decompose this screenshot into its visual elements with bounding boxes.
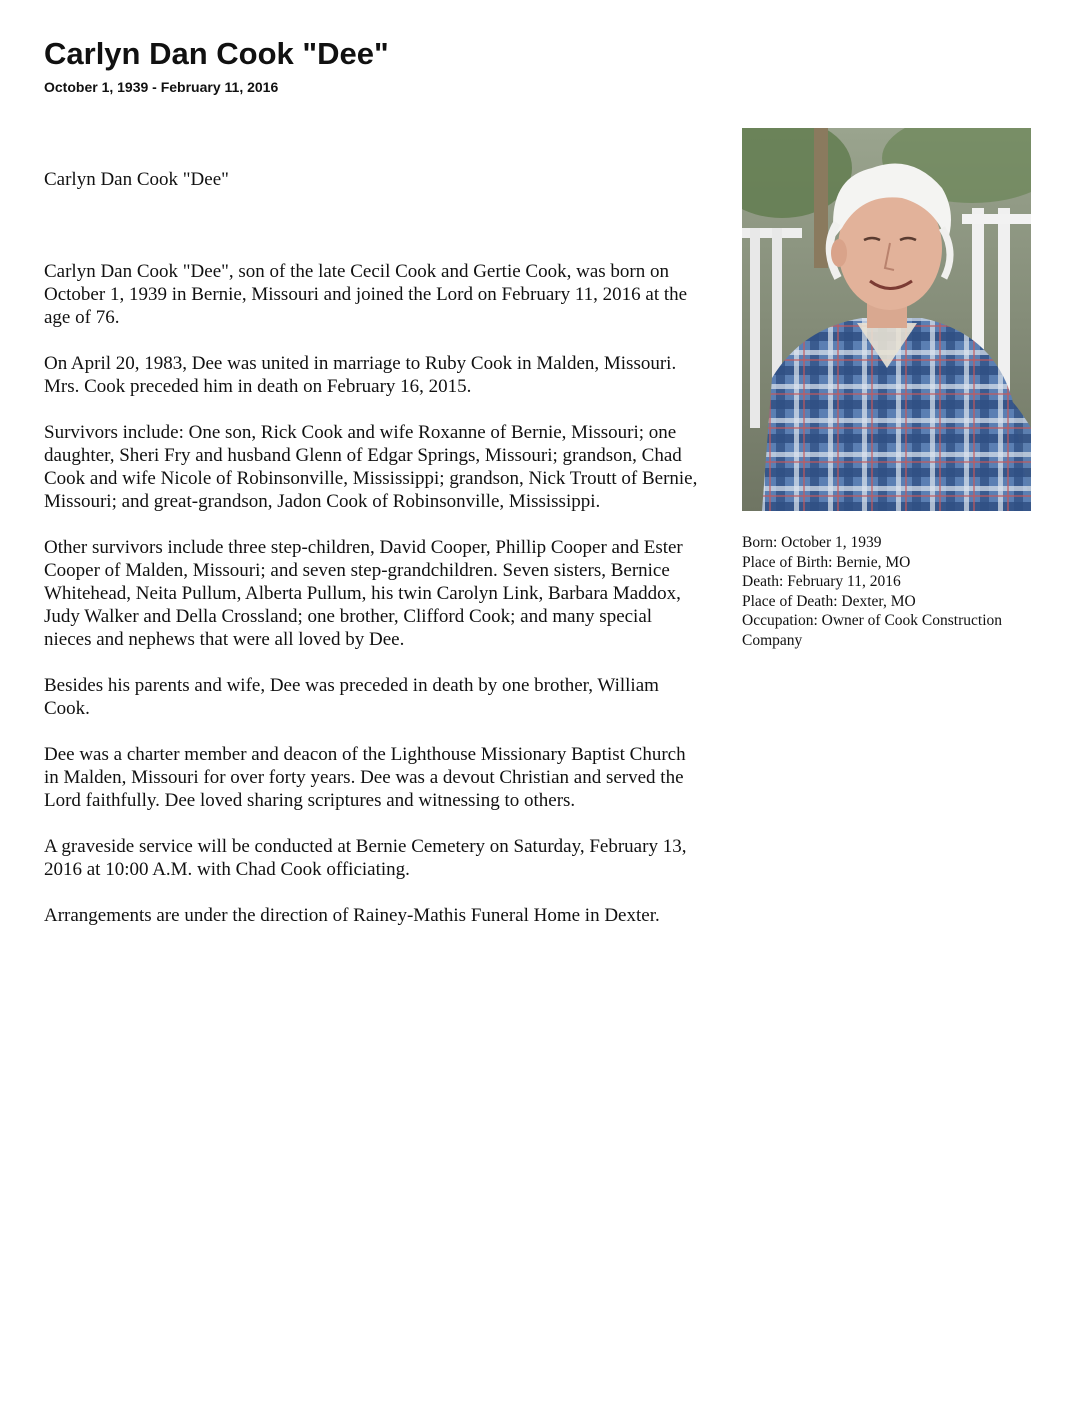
obituary-paragraph-service: A graveside service will be conducted at Bernie Cemetery on Saturday, February 13, 2016 at 10:00 A.M. with Chad Cook officiating.	[44, 836, 687, 880]
life-dates: October 1, 1939 - February 11, 2016	[44, 79, 279, 95]
obituary-body	[44, 168, 704, 950]
obituary-paragraph-other-survivors: Other survivors include three step-children, David Cooper, Phillip Cooper and Ester Cooper of Malden, Missouri; and seven step-grandchildren. Seven sisters, Bernice Whitehead, Neita Pullum, Alberta Pullum, his twin Carolyn Link, Barbara Maddox, Judy Walker and Della Crossland; one brother, Clifford Cook; and many special nieces and nephews that were all loved by Dee.	[44, 537, 683, 650]
portrait-illustration	[742, 128, 1031, 511]
obituary-name-line: Carlyn Dan Cook "Dee"	[44, 169, 229, 190]
fact-place-of-birth: Place of Birth: Bernie, MO	[742, 553, 911, 571]
obituary-paragraph-birth: Carlyn Dan Cook "Dee", son of the late Cecil Cook and Gertie Cook, was born on October 1, 1939 in Bernie, Missouri and joined the Lord on February 11, 2016 at the age of 76.	[44, 261, 688, 328]
obituary-paragraph-church: Dee was a charter member and deacon of the Lighthouse Missionary Baptist Church in Malden, Missouri for over forty years. Dee was a devout Christian and served the Lord faithfully. Dee loved sharing scriptures and witnessing to others.	[44, 744, 686, 811]
obituary-paragraph-marriage: On April 20, 1983, Dee was united in marriage to Ruby Cook in Malden, Missouri. Mrs. Cook preceded him in death on February 16, 2015.	[44, 353, 677, 397]
obituary-paragraph-survivors: Survivors include: One son, Rick Cook and wife Roxanne of Bernie, Missouri; one daughter, Sheri Fry and husband Glenn of Edgar Springs, Missouri; grandson, Chad Cook and wife Nicole of Robinsonville, Mississippi; grandson, Nick Troutt of Bernie, Missouri; and great-grandson, Jadon Cook of Robinsonville, Mississippi.	[44, 422, 698, 512]
portrait-photo	[742, 128, 1031, 511]
fact-place-of-death: Place of Death: Dexter, MO	[742, 592, 916, 610]
vital-facts	[742, 533, 1052, 650]
fact-occupation: Occupation: Owner of Cook Construction Company	[742, 612, 1003, 649]
fact-born: Born: October 1, 1939	[742, 534, 882, 551]
obituary-paragraph-arrangements: Arrangements are under the direction of Rainey-Mathis Funeral Home in Dexter.	[44, 905, 660, 926]
page-title: Carlyn Dan Cook "Dee"	[44, 36, 389, 71]
fact-death: Death: February 11, 2016	[742, 573, 901, 590]
obituary-paragraph-preceded: Besides his parents and wife, Dee was preceded in death by one brother, William Cook.	[44, 675, 659, 719]
